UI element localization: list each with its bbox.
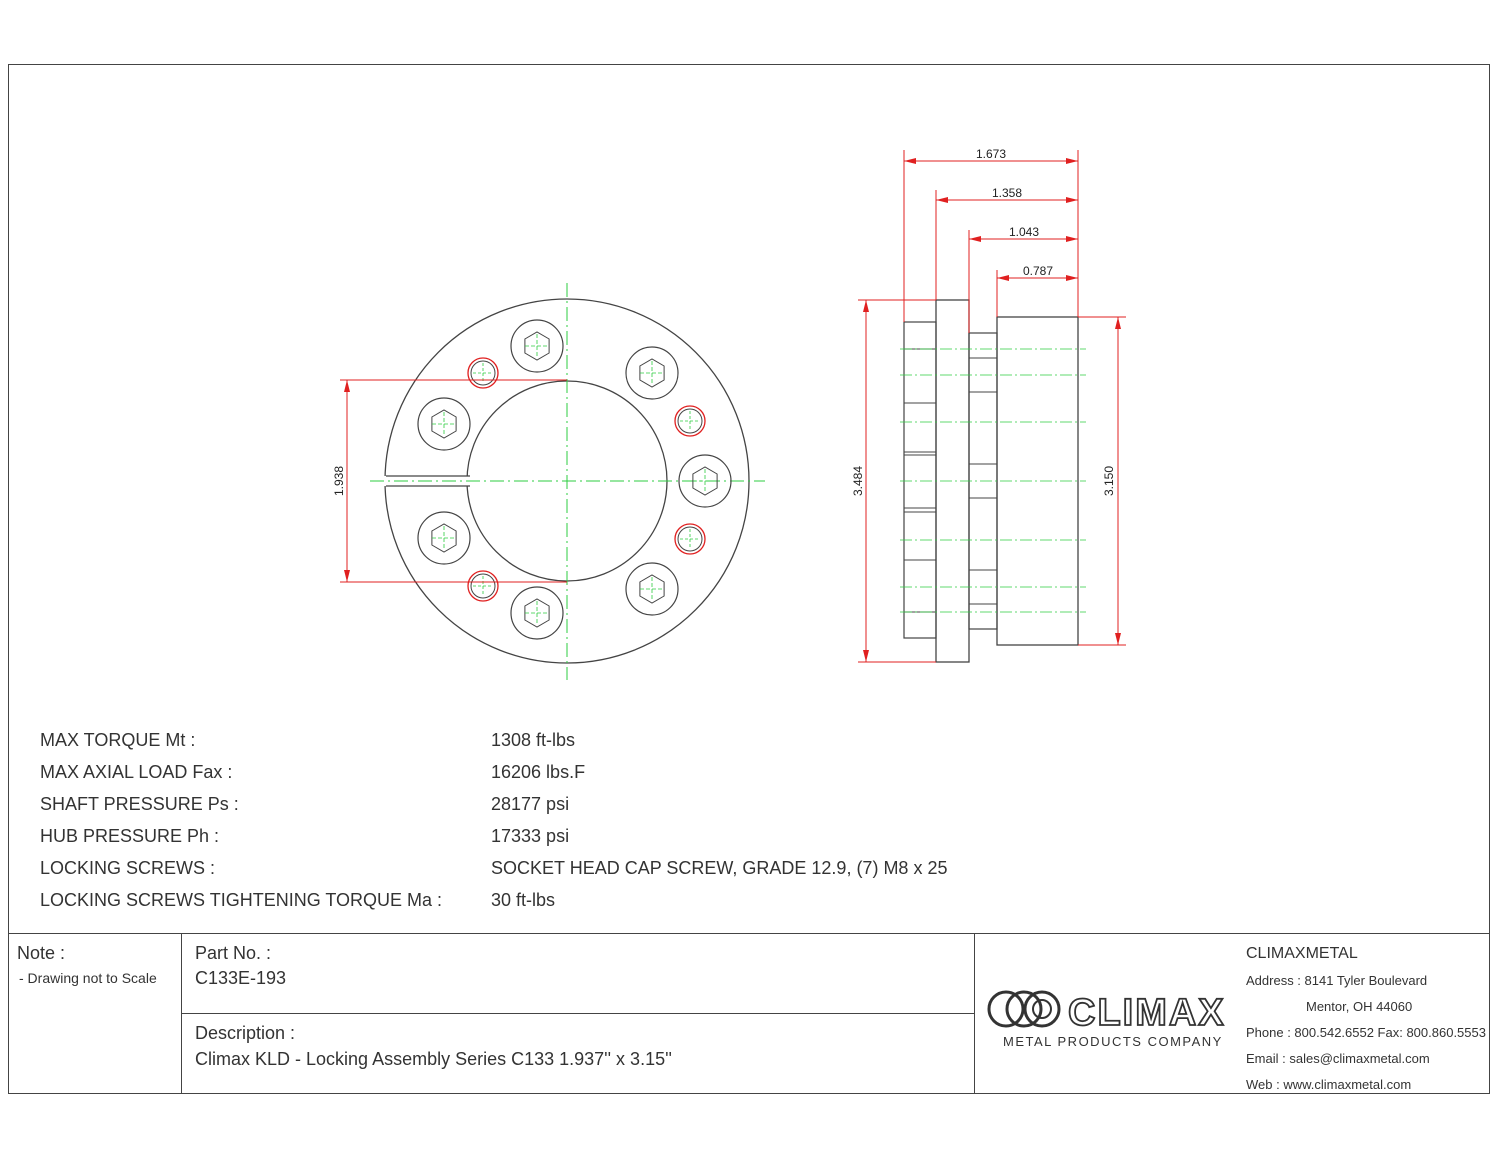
spec-value: 30 ft-lbs (491, 890, 556, 910)
socket-screw (511, 587, 563, 639)
socket-screw (626, 347, 678, 399)
note-label: Note : (17, 943, 66, 963)
socket-screw (418, 398, 470, 450)
socket-screw (511, 320, 563, 372)
spec-value: 16206 lbs.F (491, 762, 586, 782)
jack-hole (675, 524, 705, 554)
website: Web : www.climaxmetal.com (1246, 1077, 1412, 1092)
outer-diameter-text: 3.484 (851, 465, 865, 497)
description-value: Climax KLD - Locking Assembly Series C133 1.937'' x 3.15'' (195, 1049, 672, 1069)
width-dim-4: 0.787 (1022, 264, 1054, 278)
spec-label: HUB PRESSURE Ph : (40, 826, 220, 846)
arrow-head (344, 570, 350, 582)
note-text: - Drawing not to Scale (19, 970, 157, 986)
spec-value: SOCKET HEAD CAP SCREW, GRADE 12.9, (7) M8 x 25 (491, 858, 948, 878)
side-details (900, 349, 1086, 612)
address-line-2: Mentor, OH 44060 (1306, 999, 1413, 1014)
company-name: CLIMAXMETAL (1246, 945, 1358, 962)
spec-label: LOCKING SCREWS TIGHTENING TORQUE Ma : (40, 890, 443, 910)
spec-label: LOCKING SCREWS : (40, 858, 216, 878)
spec-value: 17333 psi (491, 826, 570, 846)
part-label: Part No. : (195, 943, 272, 963)
socket-screw (418, 512, 470, 564)
spec-label: MAX AXIAL LOAD Fax : (40, 762, 233, 782)
phone-fax: Phone : 800.542.6552 Fax: 800.860.5553 (1246, 1025, 1486, 1040)
arrow-head (344, 380, 350, 392)
logo-subtitle: METAL PRODUCTS COMPANY (1003, 1034, 1223, 1049)
bore-dim-text: 1.938 (332, 465, 346, 497)
part-number: C133E-193 (195, 968, 287, 988)
climax-logo (986, 985, 1226, 1033)
spec-value: 28177 psi (491, 794, 570, 814)
width-dimensions (904, 150, 1078, 333)
screw-head-stack (904, 322, 936, 638)
title-block-top-border (8, 933, 1490, 934)
divider (181, 1013, 975, 1014)
jack-hole (468, 358, 498, 388)
front-view (332, 283, 765, 680)
socket-screw (626, 563, 678, 615)
description-label: Description : (195, 1023, 296, 1043)
spec-label: SHAFT PRESSURE Ps : (40, 794, 239, 814)
logo-word: CLIMAX (1068, 992, 1226, 1033)
spec-value: 1308 ft-lbs (491, 730, 576, 750)
side-view (851, 147, 1126, 662)
title-block (8, 933, 1490, 1094)
width-dim-1: 1.673 (975, 147, 1007, 161)
email: Email : sales@climaxmetal.com (1246, 1051, 1430, 1066)
width-arrows (904, 158, 1078, 281)
spec-label: MAX TORQUE Mt : (40, 730, 196, 750)
jack-hole (468, 571, 498, 601)
hub-diameter-text: 3.150 (1102, 465, 1116, 497)
jack-hole (675, 406, 705, 436)
width-dim-3: 1.043 (1008, 225, 1040, 239)
width-dim-2: 1.358 (991, 186, 1023, 200)
address-line-1: Address : 8141 Tyler Boulevard (1246, 973, 1428, 988)
